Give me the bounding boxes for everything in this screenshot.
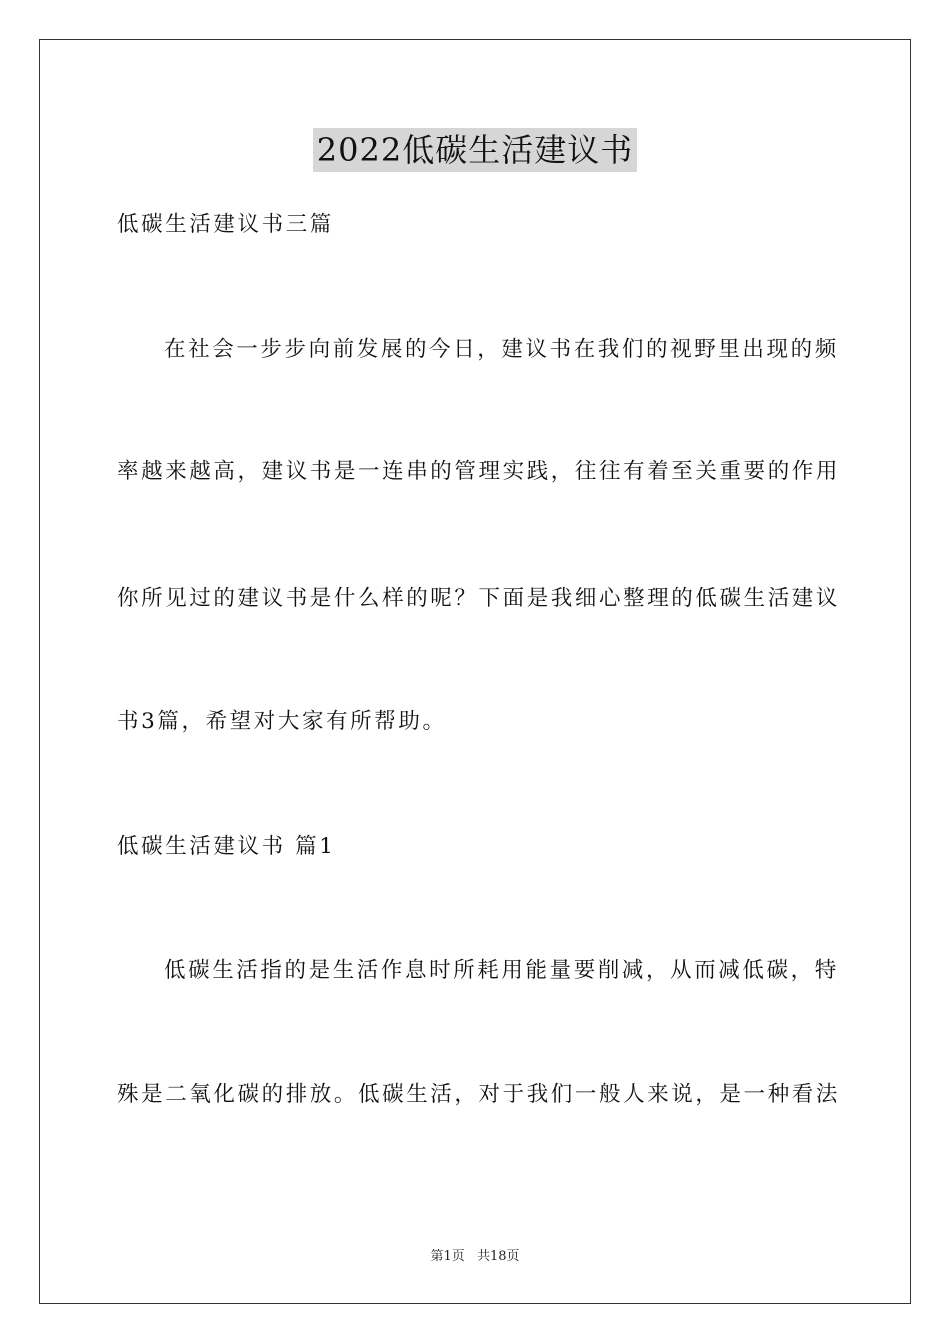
paragraph-line: 你所见过的建议书是什么样的呢？下面是我细心整理的低碳生活建议 [117, 586, 841, 611]
paragraph-line: 在社会一步步向前发展的今日，建议书在我们的视野里出现的频 [164, 337, 839, 362]
document-title-container [0, 128, 950, 172]
page-number: 第1页 [430, 1249, 465, 1264]
paragraph-line: 低碳生活指的是生活作息时所耗用能量要削减，从而减低碳，特 [164, 958, 839, 983]
paragraph-line: 殊是二氧化碳的排放。低碳生活，对于我们一般人来说，是一种看法 [117, 1082, 841, 1107]
document-title: 2022低碳生活建议书 [313, 128, 637, 172]
paragraph-line: 书3篇，希望对大家有所帮助。 [117, 709, 447, 734]
section-heading: 低碳生活建议书 篇1 [117, 834, 336, 859]
subtitle: 低碳生活建议书三篇 [117, 212, 334, 237]
paragraph-line: 率越来越高，建议书是一连串的管理实践，往往有着至关重要的作用 [117, 459, 841, 484]
page-footer [0, 1248, 950, 1266]
page-total: 共18页 [476, 1249, 520, 1264]
